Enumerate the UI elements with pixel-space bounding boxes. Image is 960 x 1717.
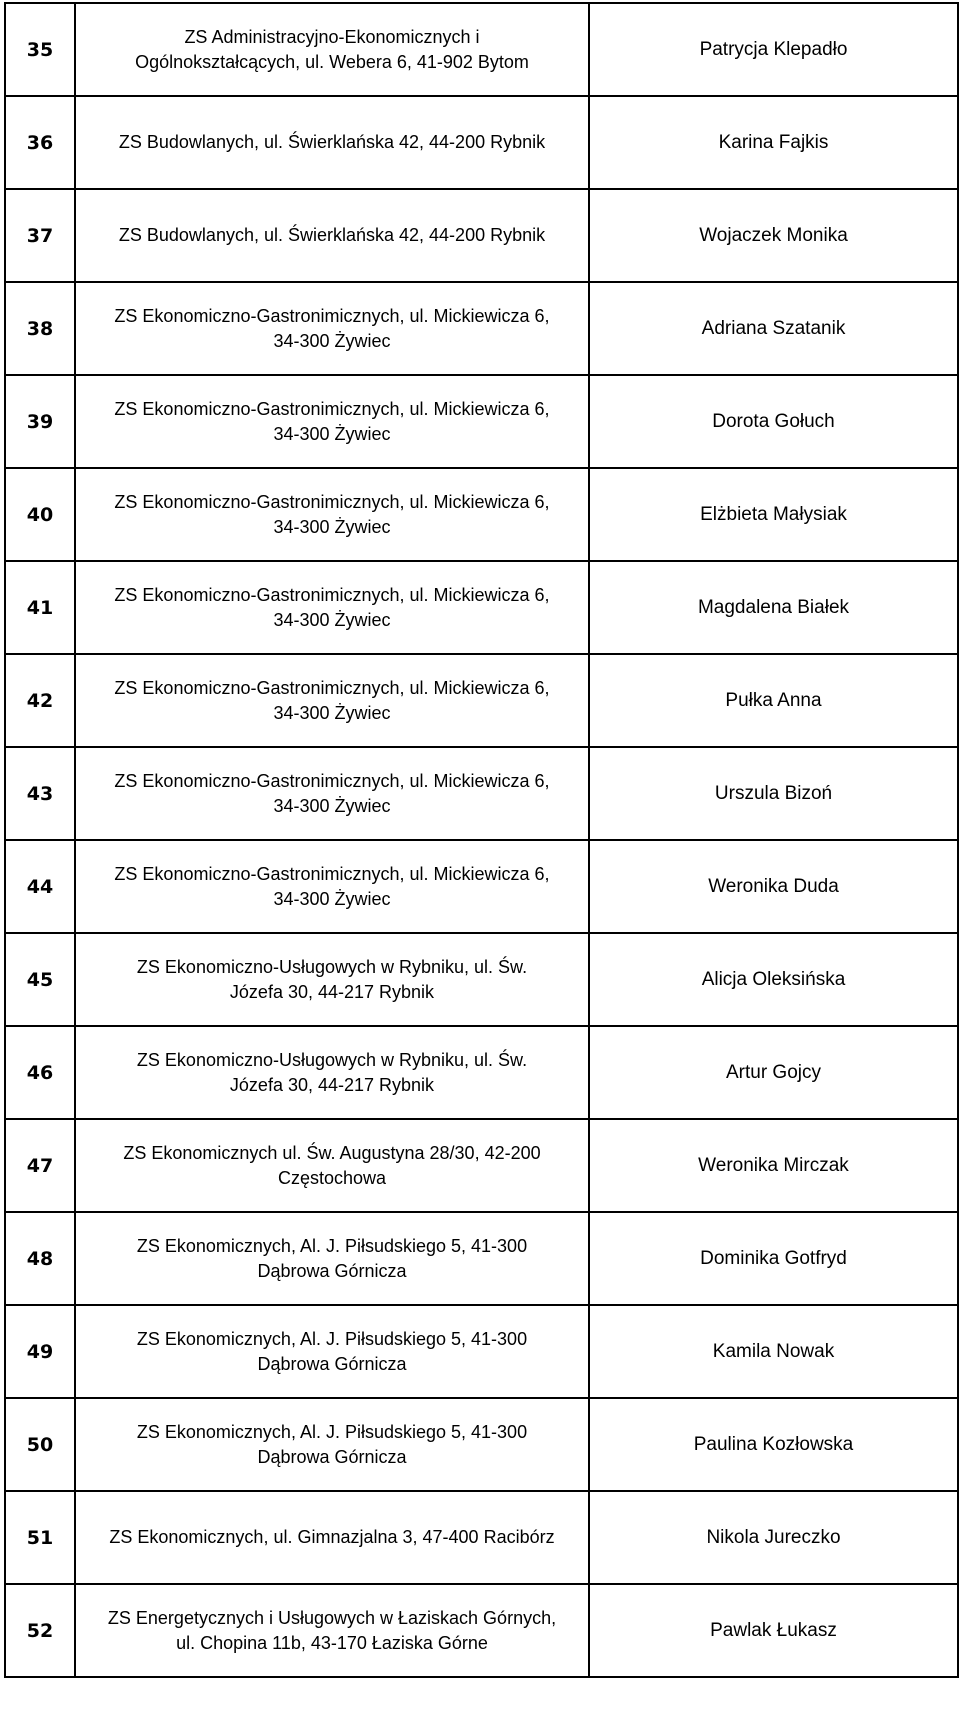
school-address bbox=[75, 1212, 589, 1305]
school-address bbox=[75, 1305, 589, 1398]
school-address-line: 34-300 Żywiec bbox=[273, 795, 391, 816]
school-address-line: Józefa 30, 44-217 Rybnik bbox=[229, 1074, 435, 1095]
school-address-line: ZS Ekonomicznych, Al. J. Piłsudskiego 5, 41-300 bbox=[136, 1235, 528, 1256]
row-number: 42 bbox=[5, 654, 75, 747]
school-address bbox=[75, 840, 589, 933]
school-address-line: ZS Ekonomicznych, Al. J. Piłsudskiego 5, 41-300 bbox=[136, 1328, 528, 1349]
school-address-line: Częstochowa bbox=[277, 1167, 387, 1188]
school-address bbox=[75, 282, 589, 375]
table-row bbox=[5, 1584, 958, 1677]
row-number: 49 bbox=[5, 1305, 75, 1398]
table-body bbox=[5, 3, 958, 1677]
person-name: Dorota Gołuch bbox=[589, 375, 958, 468]
school-address bbox=[75, 375, 589, 468]
school-address-line: 34-300 Żywiec bbox=[273, 888, 391, 909]
school-address bbox=[75, 3, 589, 96]
person-name: Pułka Anna bbox=[589, 654, 958, 747]
school-address-line: 34-300 Żywiec bbox=[273, 330, 391, 351]
table-row bbox=[5, 282, 958, 375]
school-address-line: 34-300 Żywiec bbox=[273, 702, 391, 723]
table-row bbox=[5, 189, 958, 282]
person-name: Urszula Bizoń bbox=[589, 747, 958, 840]
school-address bbox=[75, 1026, 589, 1119]
school-address bbox=[75, 561, 589, 654]
school-address bbox=[75, 1584, 589, 1677]
person-name: Elżbieta Małysiak bbox=[589, 468, 958, 561]
person-name: Nikola Jureczko bbox=[589, 1491, 958, 1584]
person-name: Weronika Mirczak bbox=[589, 1119, 958, 1212]
table-row bbox=[5, 1119, 958, 1212]
school-address bbox=[75, 654, 589, 747]
school-address-line: ZS Ekonomiczno-Usługowych w Rybniku, ul. Św. bbox=[136, 956, 528, 977]
person-name: Artur Gojcy bbox=[589, 1026, 958, 1119]
table-row bbox=[5, 1212, 958, 1305]
school-address-line: Józefa 30, 44-217 Rybnik bbox=[229, 981, 435, 1002]
person-name: Karina Fajkis bbox=[589, 96, 958, 189]
row-number: 47 bbox=[5, 1119, 75, 1212]
person-name: Wojaczek Monika bbox=[589, 189, 958, 282]
participants-table bbox=[4, 2, 959, 1678]
school-address-line: 34-300 Żywiec bbox=[273, 609, 391, 630]
row-number: 41 bbox=[5, 561, 75, 654]
row-number: 52 bbox=[5, 1584, 75, 1677]
school-address bbox=[75, 1491, 589, 1584]
table-row bbox=[5, 1026, 958, 1119]
table-row bbox=[5, 375, 958, 468]
school-address bbox=[75, 468, 589, 561]
row-number: 46 bbox=[5, 1026, 75, 1119]
row-number: 37 bbox=[5, 189, 75, 282]
table-row bbox=[5, 96, 958, 189]
person-name: Dominika Gotfryd bbox=[589, 1212, 958, 1305]
school-address-line: ZS Ekonomiczno-Gastronimicznych, ul. Mickiewicza 6, bbox=[114, 491, 550, 512]
school-address-line: ZS Ekonomiczno-Usługowych w Rybniku, ul. Św. bbox=[136, 1049, 528, 1070]
table-row bbox=[5, 1398, 958, 1491]
table-row bbox=[5, 933, 958, 1026]
school-address-line: ZS Ekonomiczno-Gastronimicznych, ul. Mickiewicza 6, bbox=[114, 863, 550, 884]
person-name: Patrycja Klepadło bbox=[589, 3, 958, 96]
table-row bbox=[5, 3, 958, 96]
row-number: 40 bbox=[5, 468, 75, 561]
school-address-line: Dąbrowa Górnicza bbox=[257, 1446, 407, 1467]
school-address-line: ZS Ekonomiczno-Gastronimicznych, ul. Mickiewicza 6, bbox=[114, 584, 550, 605]
person-name: Kamila Nowak bbox=[589, 1305, 958, 1398]
table-row bbox=[5, 1491, 958, 1584]
table-row bbox=[5, 561, 958, 654]
school-address bbox=[75, 1119, 589, 1212]
row-number: 35 bbox=[5, 3, 75, 96]
person-name: Adriana Szatanik bbox=[589, 282, 958, 375]
school-address-line: ZS Ekonomicznych, ul. Gimnazjalna 3, 47-400 Racibórz bbox=[109, 1527, 555, 1547]
school-address-line: 34-300 Żywiec bbox=[273, 423, 391, 444]
table-row bbox=[5, 1305, 958, 1398]
school-address bbox=[75, 189, 589, 282]
school-address bbox=[75, 747, 589, 840]
row-number: 39 bbox=[5, 375, 75, 468]
school-address-line: 34-300 Żywiec bbox=[273, 516, 391, 537]
school-address-line: Dąbrowa Górnicza bbox=[257, 1260, 407, 1281]
school-address-line: ZS Ekonomicznych ul. Św. Augustyna 28/30, 42-200 bbox=[123, 1142, 541, 1163]
person-name: Paulina Kozłowska bbox=[589, 1398, 958, 1491]
table-row bbox=[5, 654, 958, 747]
school-address-line: ZS Budowlanych, ul. Świerklańska 42, 44-200 Rybnik bbox=[118, 225, 546, 245]
row-number: 36 bbox=[5, 96, 75, 189]
person-name: Weronika Duda bbox=[589, 840, 958, 933]
person-name: Pawlak Łukasz bbox=[589, 1584, 958, 1677]
person-name: Alicja Oleksińska bbox=[589, 933, 958, 1026]
row-number: 44 bbox=[5, 840, 75, 933]
school-address-line: ul. Chopina 11b, 43-170 Łaziska Górne bbox=[176, 1632, 488, 1653]
table-row bbox=[5, 747, 958, 840]
row-number: 51 bbox=[5, 1491, 75, 1584]
school-address-line: ZS Administracyjno-Ekonomicznych i bbox=[184, 26, 480, 47]
row-number: 48 bbox=[5, 1212, 75, 1305]
school-address-line: ZS Ekonomiczno-Gastronimicznych, ul. Mickiewicza 6, bbox=[114, 770, 550, 791]
school-address bbox=[75, 96, 589, 189]
row-number: 43 bbox=[5, 747, 75, 840]
school-address-line: ZS Ekonomiczno-Gastronimicznych, ul. Mickiewicza 6, bbox=[114, 305, 550, 326]
school-address bbox=[75, 933, 589, 1026]
school-address-line: ZS Ekonomiczno-Gastronimicznych, ul. Mickiewicza 6, bbox=[114, 677, 550, 698]
school-address-line: ZS Ekonomicznych, Al. J. Piłsudskiego 5, 41-300 bbox=[136, 1421, 528, 1442]
person-name: Magdalena Białek bbox=[589, 561, 958, 654]
school-address-line: ZS Budowlanych, ul. Świerklańska 42, 44-200 Rybnik bbox=[118, 132, 546, 152]
school-address-line: ZS Energetycznych i Usługowych w Łaziskach Górnych, bbox=[107, 1607, 557, 1628]
school-address bbox=[75, 1398, 589, 1491]
school-address-line: Dąbrowa Górnicza bbox=[257, 1353, 407, 1374]
school-address-line: Ogólnokształcących, ul. Webera 6, 41-902 Bytom bbox=[135, 51, 529, 72]
row-number: 38 bbox=[5, 282, 75, 375]
school-address-line: ZS Ekonomiczno-Gastronimicznych, ul. Mickiewicza 6, bbox=[114, 398, 550, 419]
table-row bbox=[5, 468, 958, 561]
row-number: 45 bbox=[5, 933, 75, 1026]
row-number: 50 bbox=[5, 1398, 75, 1491]
table-row bbox=[5, 840, 958, 933]
